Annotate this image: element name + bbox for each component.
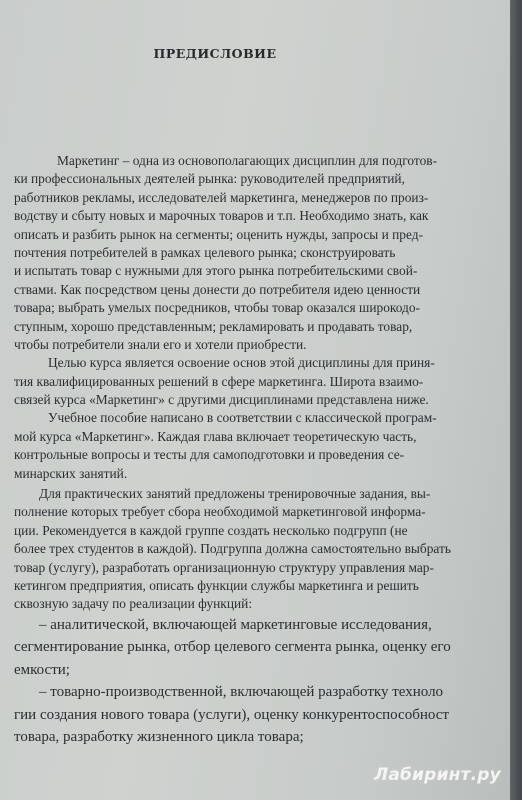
text-line: более трех студентов в каждой). Подгруппа должна самостоятельно выбрать	[14, 541, 451, 557]
text-line: сквозную задачу по реализации функций:	[14, 596, 253, 612]
text-line: полнение которых требует сбора необходимой маркетинговой информа-	[14, 504, 426, 520]
text-line: мой курса «Маркетинг». Каждая глава включает теоретическую часть,	[14, 428, 417, 444]
text-line: ступным, хорошо представленным; рекламировать и продавать товар,	[14, 318, 413, 334]
watermark-logo: Лабиринт.ру	[374, 765, 501, 785]
page-heading: ПРЕДИСЛОВИЕ	[153, 46, 277, 61]
text-line: водству и сбыту новых и марочных товаров и т.п. Необходимо знать, как	[14, 208, 429, 224]
text-line: и испытать товар с нужными для этого рынка потребительскими свой-	[14, 263, 418, 279]
text-line: кетингом предприятия, описать функции службы маркетинга и решить	[14, 577, 419, 593]
text-line: сегментирование рынка, отбор целевого сегмента рынка, оценку его	[14, 639, 451, 656]
text-line: почтения потребителей в рамках целевого рынка; сконструировать	[14, 244, 396, 260]
text-line: товара, разработку жизненного цикла товара;	[14, 729, 304, 746]
text-line: емкости;	[14, 661, 70, 678]
text-line: товар (услугу), разработать организационную структуру управления мар-	[14, 559, 434, 575]
text-line: Маркетинг – одна из основополагающих дисциплин для подготов-	[57, 153, 438, 168]
text-line: – товарно-производственной, включающей разработку техноло	[39, 684, 444, 701]
text-line: контрольные вопросы и тесты для самоподготовки и проведения се-	[14, 447, 405, 463]
text-line: тия квалифицированных решений в сфере маркетинга. Широта взаимо-	[14, 373, 424, 389]
text-line: ствами. Как посредством цены донести до потребителя идею ценности	[14, 281, 421, 297]
text-line: – аналитической, включающей маркетинговые исследования,	[39, 616, 432, 633]
text-line: гии создания нового товара (услуги), оценку конкурентоспособност	[14, 706, 449, 723]
text-line: Целью курса является освоение основ этой дисциплины для приня-	[48, 355, 435, 371]
text-line: связей курса «Маркетинг» с другими дисциплинами представлена ниже.	[14, 392, 429, 408]
text-line: минарских занятий.	[14, 465, 128, 481]
text-line: ции. Рекомендуется в каждой группе создать несколько подгрупп (не	[14, 522, 408, 538]
text-line: товара; выбрать умелых посредников, чтобы товар оказался широкодо-	[14, 300, 420, 316]
text-line: Для практических занятий предложены тренировочные задания, вы-	[39, 486, 431, 502]
text-line: работников рекламы, исследователей маркетинга, менеджеров по произ-	[14, 189, 429, 205]
body-text	[14, 152, 510, 749]
text-line: Учебное пособие написано в соответствии с классической програм-	[48, 410, 437, 426]
text-line: описать и разбить рынок на сегменты; оценить нужды, запросы и пред-	[14, 226, 424, 242]
book-spine-shadow	[510, 0, 522, 800]
text-line: ки профессиональных деятелей рынка: руководителей предприятий,	[14, 171, 405, 187]
text-line: чтобы потребители знали его и хотели приобрести.	[14, 336, 307, 352]
